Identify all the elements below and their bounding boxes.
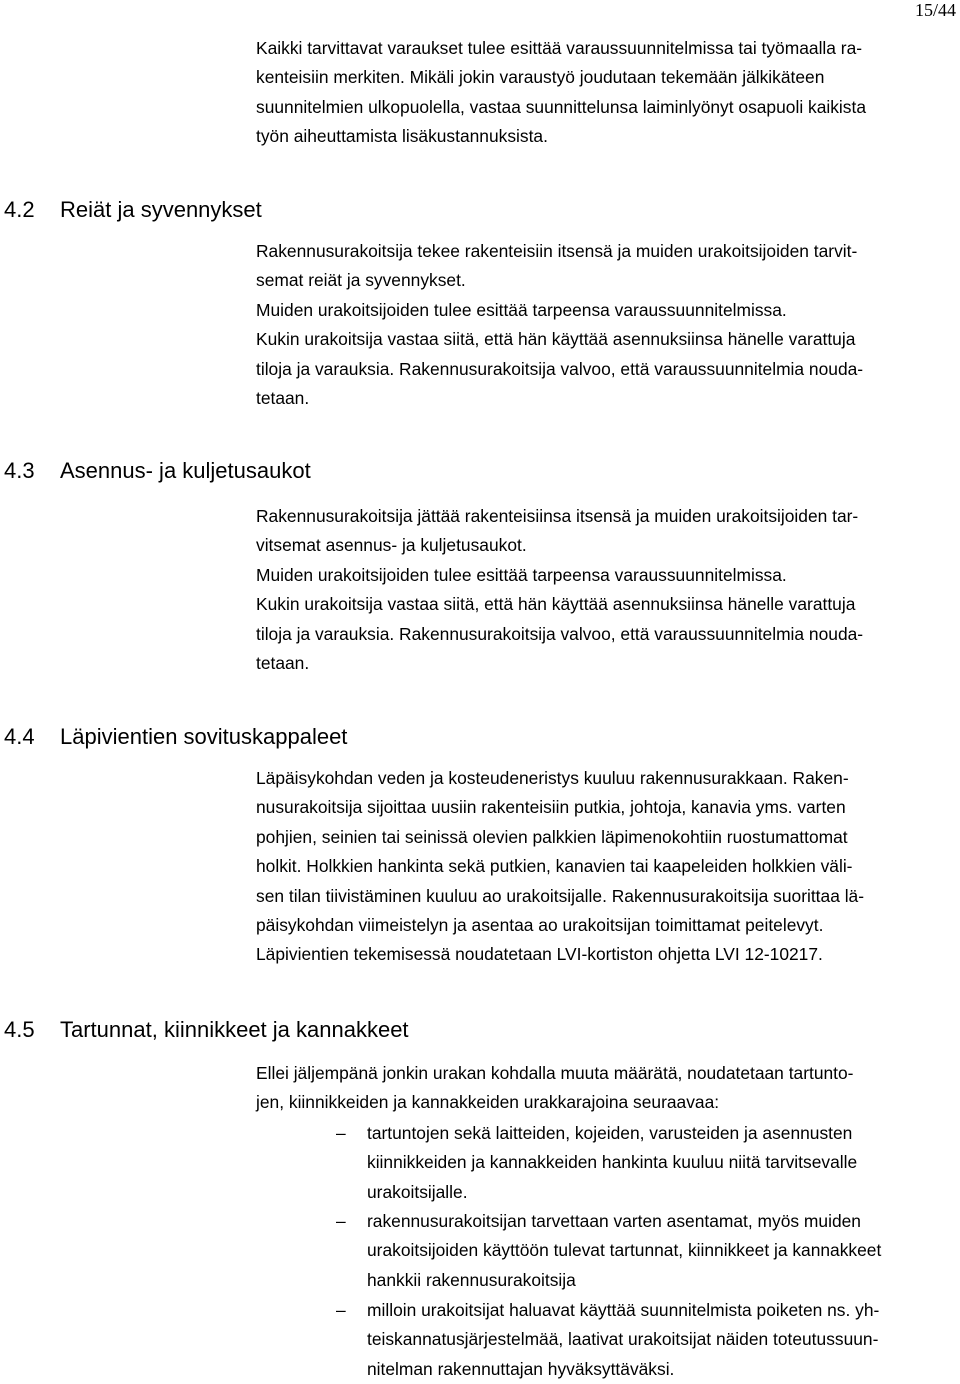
paragraph-line: tetaan. [256,653,310,674]
paragraph-line: jen, kiinnikkeiden ja kannakkeiden urakkarajoina seuraavaa: [256,1092,720,1113]
list-item-line: nitelman rakennuttajan hyväksyttäväksi. [367,1358,675,1379]
paragraph-line: Muiden urakoitsijoiden tulee esittää tarpeensa varaussuunnitelmissa. [256,564,787,585]
paragraph-line: työn aiheuttamista lisäkustannuksista. [256,126,548,147]
list-item-line: urakoitsijoiden käyttöön tulevat tartunnat, kiinnikkeet ja kannakkeet [367,1240,882,1261]
paragraph-line: tiloja ja varauksia. Rakennusurakoitsija valvoo, että varaussuunnitelmia nouda- [256,358,864,379]
paragraph-line: sen tilan tiivistäminen kuuluu ao urakoitsijalle. Rakennusurakoitsija suorittaa lä- [256,885,865,906]
paragraph-line: Muiden urakoitsijoiden tulee esittää tarpeensa varaussuunnitelmissa. [256,299,787,320]
dash-bullet-icon: – [336,1211,346,1231]
list-item-line: tartuntojen sekä laitteiden, kojeiden, varusteiden ja asennusten [367,1123,853,1143]
paragraph-line: päisykohdan viimeistelyn ja asentaa ao urakoitsijan toimittamat peitelevyt. [256,915,824,936]
paragraph-line: Rakennusurakoitsija jättää rakenteisiinsa itsensä ja muiden urakoitsijoiden tar- [256,506,859,526]
section-4-2-body [256,237,956,413]
dash-bullet-icon: – [336,1300,346,1320]
section-4-3-body [256,502,956,678]
paragraph-line: vitsemat asennus- ja kuljetusaukot. [256,535,527,556]
section-title: Läpivientien sovituskappaleet [60,724,348,749]
paragraph-line: kenteisiin merkiten. Mikäli jokin varaustyö joudutaan tekemään jälkikäteen [256,67,825,88]
paragraph-line: Kukin urakoitsija vastaa siitä, että hän käyttää asennuksiinsa hänelle varattuja [256,594,856,615]
section-number: 4.2 [4,197,35,222]
section-4-5-body [256,1059,956,1118]
paragraph-line: Kukin urakoitsija vastaa siitä, että hän käyttää asennuksiinsa hänelle varattuja [256,329,856,350]
list-item-line: urakoitsijalle. [367,1181,468,1202]
paragraph-line: suunnitelmien ulkopuolella, vastaa suunnittelunsa laiminlyönyt osapuoli kaikista [256,96,866,117]
paragraph-line: Läpäisykohdan veden ja kosteudeneristys kuuluu rakennusurakkaan. Raken- [256,768,849,788]
section-heading-4-5 [4,1016,409,1044]
paragraph-line: holkit. Holkkien hankinta sekä putkien, kanavien tai kaapeleiden holkkien väli- [256,856,853,877]
paragraph-line: tetaan. [256,388,310,409]
section-heading-4-3 [4,457,311,485]
section-number: 4.5 [4,1017,35,1042]
list-item-line: hankkii rakennusurakoitsija [367,1269,576,1290]
intro-paragraph [256,34,956,152]
section-number: 4.3 [4,458,35,483]
paragraph-line: Rakennusurakoitsija tekee rakenteisiin itsensä ja muiden urakoitsijoiden tarvit- [256,241,858,261]
paragraph-line: Läpivientien tekemisessä noudatetaan LVI-kortiston ohjetta LVI 12-10217. [256,944,823,965]
paragraph-line: Kaikki tarvittavat varaukset tulee esittää varaussuunnitelmissa tai työmaalla ra- [256,38,863,58]
paragraph-line: Ellei jäljempänä jonkin urakan kohdalla muuta määrätä, noudatetaan tartunto- [256,1063,854,1083]
paragraph-line: tiloja ja varauksia. Rakennusurakoitsija valvoo, että varaussuunnitelmia nouda- [256,623,864,644]
section-4-4-body [256,764,956,970]
section-title: Reiät ja syvennykset [60,197,262,222]
bullet-list [256,1119,956,1383]
section-heading-4-4 [4,723,347,751]
paragraph-line: nusurakoitsija sijoittaa uusiin rakenteisiin putkia, johtoja, kanavia yms. varten [256,797,846,818]
paragraph-line: pohjien, seinien tai seinissä olevien palkkien läpimenokohtiin ruostumattomat [256,826,848,847]
list-item-line: rakennusurakoitsijan tarvettaan varten asentamat, myös muiden [367,1211,861,1231]
section-number: 4.4 [4,724,35,749]
section-title: Asennus- ja kuljetusaukot [60,458,311,483]
list-item-line: milloin urakoitsijat haluavat käyttää suunnitelmista poiketen ns. yh- [367,1300,880,1320]
section-title: Tartunnat, kiinnikkeet ja kannakkeet [60,1017,409,1042]
list-item-line: teiskannatusjärjestelmää, laativat urakoitsijat näiden toteutussuun- [367,1329,879,1350]
list-item-line: kiinnikkeiden ja kannakkeiden hankinta kuuluu niitä tarvitsevalle [367,1152,858,1173]
paragraph-line: semat reiät ja syvennykset. [256,270,466,291]
page-number: 15/44 [914,0,956,20]
section-heading-4-2 [4,196,262,224]
dash-bullet-icon: – [336,1123,346,1143]
